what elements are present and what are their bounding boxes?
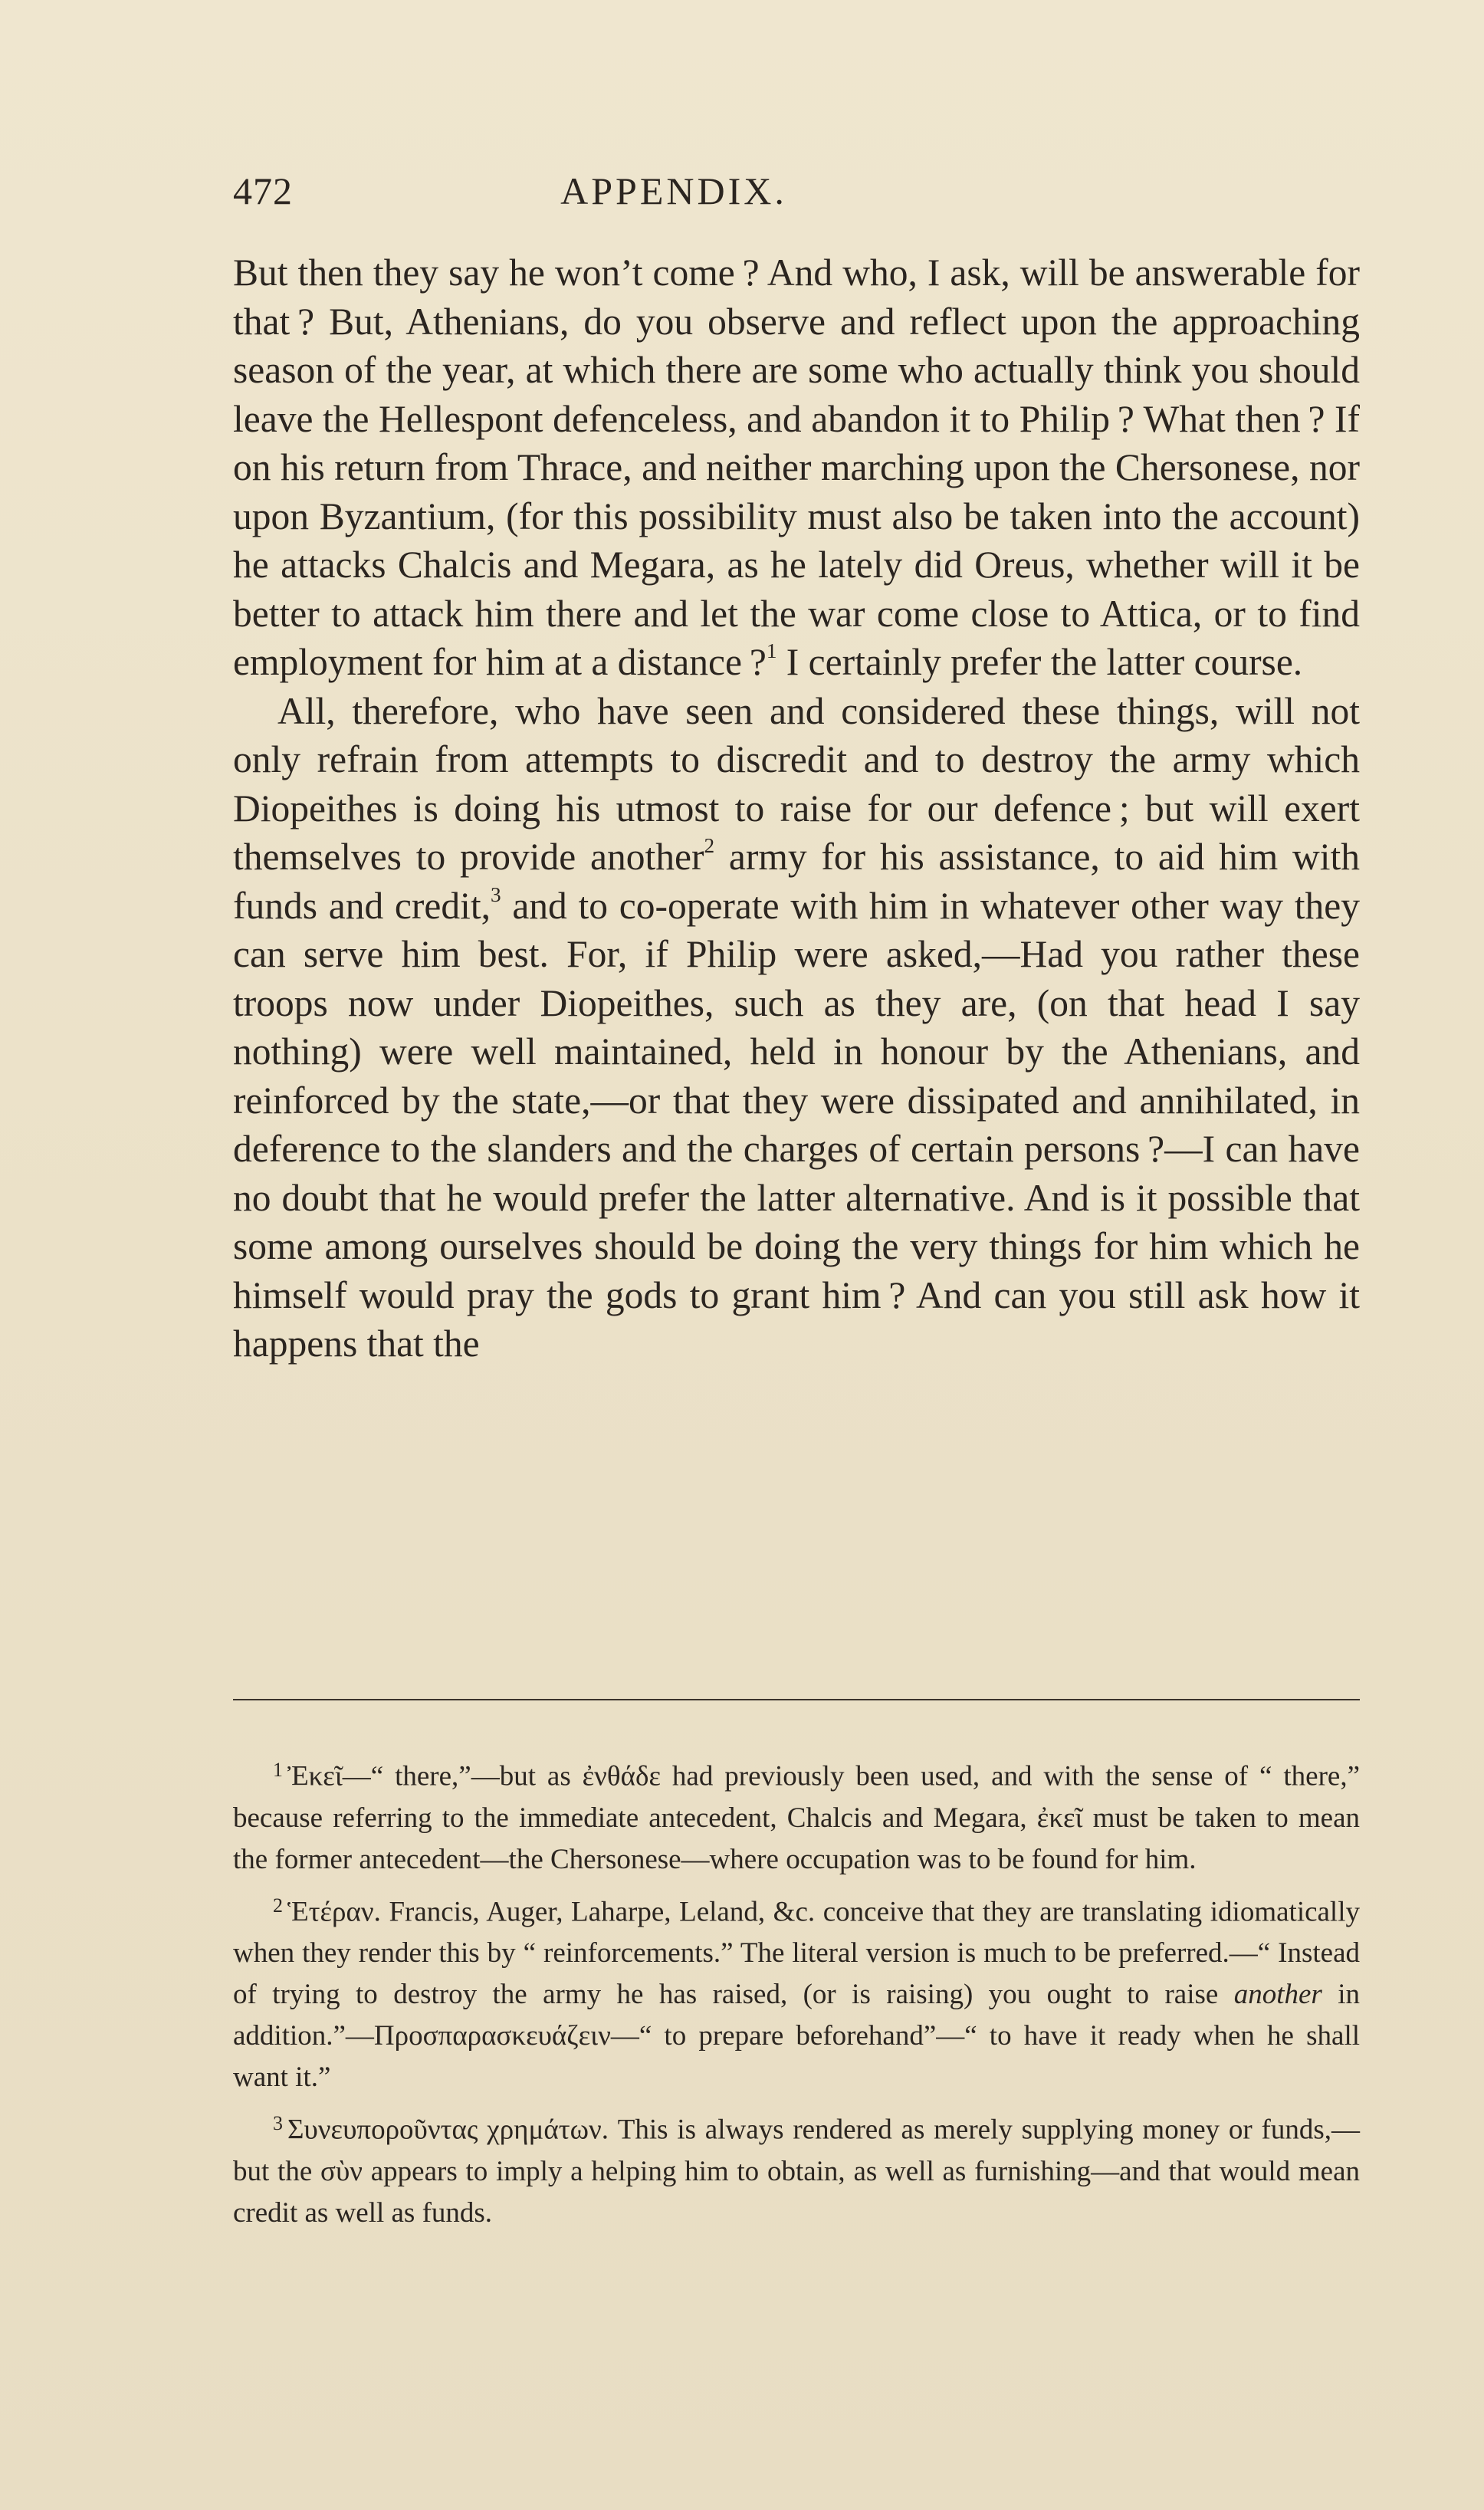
footnote-number: 3 xyxy=(273,2112,283,2135)
paragraph-2-text-b: army for his assistance, to aid him with funds and credit, xyxy=(233,836,1360,927)
paragraph-1 xyxy=(233,248,1360,687)
footnote-1 xyxy=(233,1749,1360,1881)
page-number: 472 xyxy=(233,169,293,212)
footnote-ref-3: 3 xyxy=(490,882,501,906)
main-text xyxy=(233,248,1360,1368)
page-header xyxy=(233,169,1360,222)
footnote-2 xyxy=(233,1885,1360,2099)
paragraph-2-text-a: All, therefore, who have seen and considered these things, will not only refrain from attempts to discredit and to destroy the army which Diopeithes is doing his utmost to raise for our defence ; but will exert themselves to provide another xyxy=(233,689,1360,878)
paragraph-2 xyxy=(233,687,1360,1368)
footnote-divider xyxy=(233,1699,1360,1700)
paragraph-2-text-c: and to co-operate with him in whatever other way they can serve him best. For, if Philip were asked,—Had you rather these troops now under Diopeithes, such as they are, (on that head I say nothing) were well maintained, held in honour by the Athenians, and reinforced by the state,—or that they were dissipated and annihilated, in deference to the slanders and the charges of certain persons ?—I can have no doubt that he would prefer the latter alternative. And is it possible that some among ourselves should be doing the very things for him which he himself would pray the gods to grant him ? And can you still ask how it happens that the xyxy=(233,884,1360,1365)
footnote-text-a: Ἑτέραν. Francis, Auger, Laharpe, Leland, &c. conceive that they are translating idiomatically when they render this by “ reinforcements.” The literal version is much to be preferred.—“ Instead of trying to destroy the army he has raised, (or is raising) you ought to raise xyxy=(233,1896,1360,2011)
footnote-number: 1 xyxy=(273,1759,283,1781)
running-head: APPENDIX. xyxy=(560,169,787,212)
footnote-emphasis: another xyxy=(1233,1979,1322,2011)
paragraph-1-text: But then they say he won’t come ? And who, I ask, will be answerable for that ? But, Athenians, do you observe and reflect upon the approaching season of the year, at which there are some who actually think you should leave the Hellespont defenceless, and abandon it to Philip ? What then ? If on his return from Thrace, and neither marching upon the Chersonese, nor upon Byzantium, (for this possibility must also be taken into the account) he attacks Chalcis and Megara, as he lately did Oreus, whether will it be better to attack him there and let the war come close to Attica, or to find employment for him at a distance ? xyxy=(233,251,1360,683)
footnotes xyxy=(233,1749,1360,2239)
footnote-text-b: in addition.”—Προσπαρασκευάζειν—“ to prepare beforehand”—“ to have it ready when he shall want it.” xyxy=(233,1979,1360,2094)
footnote-ref-1: 1 xyxy=(766,639,777,663)
footnote-number: 2 xyxy=(273,1894,283,1917)
footnote-text: Ἐκεῖ—“ there,”—but as ἐνθάδε had previously been used, and with the sense of “ there,” because referring to the immediate antecedent, Chalcis and Megara, ἐκεῖ must be taken to mean the former antecedent—the Chersonese—where occupation was to be found for him. xyxy=(233,1760,1360,1875)
paragraph-1-end: I certainly prefer the latter course. xyxy=(776,641,1303,683)
footnote-ref-2: 2 xyxy=(704,834,715,858)
footnote-text: Συνευποροῦντας χρημάτων. This is always rendered as merely supplying money or funds,—but the σὺν appears to imply a helping him to obtain, as well as furnishing—and that would mean credit as well as funds. xyxy=(233,2114,1360,2229)
footnote-3 xyxy=(233,2103,1360,2234)
